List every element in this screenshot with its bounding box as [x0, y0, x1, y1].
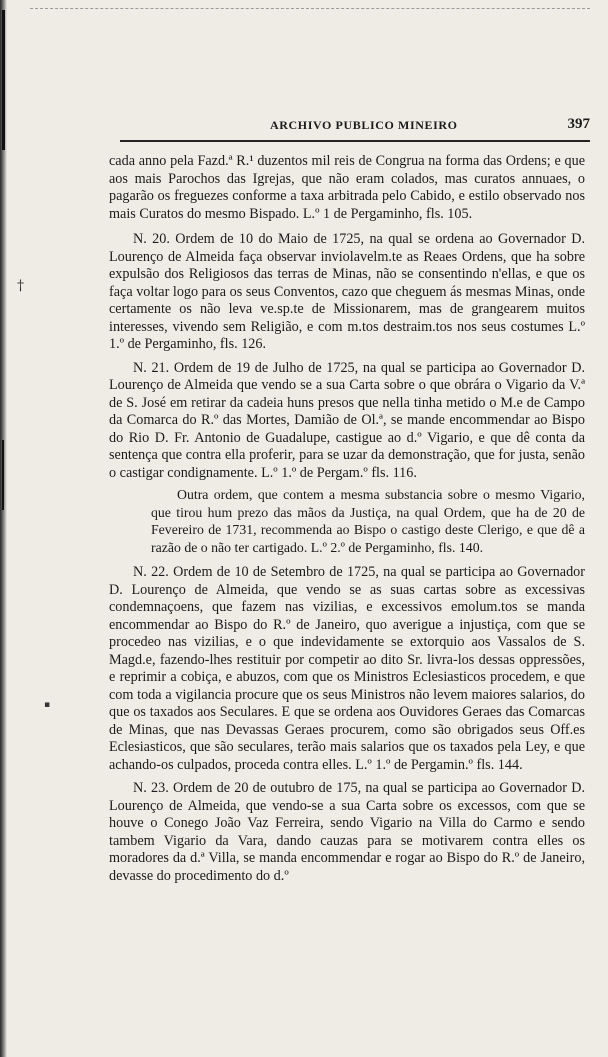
paragraph-entry-23: N. 23. Ordem de 20 de outubro de 175, na qual se participa ao Governador D. Lourenço de Almeida, que vendo-se a sua Carta sobre os excessos, com que se houve o Conego João Vaz Ferreira, sendo Vigario na Villa do Carmo e sendo tambem Vigario da Vara, dando cauzas para se motivarem contra elles os moradores da d.ª Villa, se manda encommendar e rogar ao Bispo do R.º de Janeiro, devasse do procedimento do d.º — [109, 780, 585, 884]
header-title: ARCHIVO PUBLICO MINEIRO — [270, 118, 458, 132]
spine-mark-lower — [2, 440, 4, 510]
margin-dot-mark: ▪ — [44, 700, 51, 710]
paragraph-continuation: cada anno pela Fazd.ª R.¹ duzentos mil reis de Congrua na forma das Ordens; e que aos mais Parochos das Igrejas, que não eram colados, mas curatos annuaes, o pagarão os freguezes conforme a taxa arbitrada pelo Cabido, e estilo observado nos mais Curatos do mesmo Bispado. L.º 1 de Pergaminho, fls. 105. — [109, 153, 585, 222]
top-edge-line — [30, 8, 590, 9]
body-text — [109, 153, 585, 885]
paragraph-entry-20: N. 20. Ordem de 10 do Maio de 1725, na qual se ordena ao Governador D. Lourenço de Almeida faça observar inviolavelm.te as Reaes Ordens, que ha sobre expulsão dos Religiosos das terras de Minas, não se consentindo n'ellas, e que os faça voltar logo para os seus Conventos, cazo que cheguem ás mesmas Minas, onde certamente os não leva ve.sp.te de Missionarem, mas de grangearem muitos interesses, vivendo sem Religião, e com m.tos destraim.tos nos seus costumes L.º 1.º de Pergaminho, fls. 126. — [109, 231, 585, 352]
paragraph-entry-21: N. 21. Ordem de 19 de Julho de 1725, na qual se participa ao Governador D. Lourenço de Almeida que vendo se a sua Carta sobre o que obrára o Vigario da V.ª de S. José em retirar da cadeia huns presos que nella tinha metido o M.e de Campo da Comarca do R.º das Mortes, Damião de Ol.ª, se mande encommendar ao Bispo do Rio D. Fr. Antonio de Guadalupe, castigue ao d.º Vigario, e que dê conta da sentença que contra ella proferir, para se uzar da demonstração, que for justa, senão o castigar condignamente. L.º 1.º de Pergam.º fls. 116. — [109, 359, 585, 481]
spine-mark-upper — [2, 10, 5, 150]
header-rule — [120, 140, 590, 142]
margin-dagger-mark: † — [17, 278, 24, 294]
running-header — [120, 118, 590, 138]
paragraph-entry-22: N. 22. Ordem de 10 de Setembro de 1725, na qual se participa ao Governador D. Lourenço de Almeida, que vendo se as suas cartas sobre as excessivas condemnaçoens, que fazem nas vizilias, e excessivos emolum.tos se manda encommendar ao Bispo do R.º de Janeiro, quo averigue a injustiça, com que se procedeo nas vizilias, e o que indevidamente se extorquio aos Vassalos de S. Magd.e, fazendo-lhes restituir por competir ao dito Sr. livra-los dessas oppressões, e reprimir a cobiça, e abuzos, com que os Ministros Eclesiasticos procedem, e que com toda a vigilancia procure que os seus Ministros não levem maiores salarios, do que os taxados aos Seculares. E que se ordena aos Ouvidores Geraes das Comarcas de Minas, que nas Devassas Geraes procurem, como são obrigados seus Off.es Eclesiasticos, que são seculares, terão mais salarios que os taxados pela Ley, e que achando-os culpados, proceda contra elles. L.º 1.º de Pergamin.º fls. 144. — [109, 564, 585, 773]
page-number: 397 — [567, 116, 590, 132]
page-left-edge-shadow — [0, 0, 7, 1057]
paragraph-note: Outra ordem, que contem a mesma substancia sobre o mesmo Vigario, que tirou hum prezo das mãos da Justiça, na qual Ordem, que ha de 20 de Fevereiro de 1731, recommenda ao Bispo o castigo deste Clerigo, e que dê a razão de o não ter cartigado. L.º 2.º de Pergaminho, fls. 140. — [151, 487, 585, 555]
